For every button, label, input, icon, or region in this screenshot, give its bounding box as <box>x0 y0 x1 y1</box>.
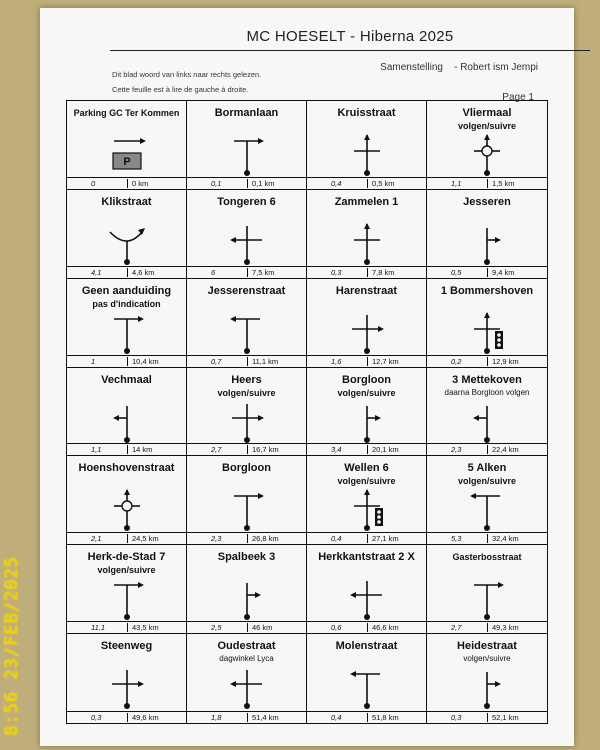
distance-footer <box>67 621 186 633</box>
cell-direction-name: Klikstraat <box>101 195 152 208</box>
total-distance: 1,5 km <box>487 179 515 188</box>
cell-direction-sub: volgen/suivre <box>457 476 517 487</box>
instruction-cell <box>307 368 427 457</box>
partial-distance: 0,5 <box>451 267 462 277</box>
cell-direction-name: Oudestraat <box>217 640 276 653</box>
partial-distance: 2,5 <box>211 623 222 633</box>
t-left-icon <box>342 666 392 710</box>
parking-icon <box>102 133 152 177</box>
title-box <box>110 20 590 51</box>
distance-footer <box>427 266 547 278</box>
total-distance: 51,4 km <box>247 713 279 722</box>
distance-footer <box>187 621 306 633</box>
partial-distance: 0,4 <box>331 712 342 722</box>
cell-direction-name: 3 Mettekoven <box>452 373 522 386</box>
t-right-icon <box>462 577 512 621</box>
distance-footer <box>427 443 547 455</box>
cell-direction-sub: volgen/suivre <box>217 387 276 398</box>
total-distance: 0,5 km <box>367 179 395 188</box>
cell-direction-name: Jesseren <box>463 195 511 208</box>
cell-direction-sub: volgen/suivre <box>337 387 396 398</box>
cell-direction-name: Geen aanduiding <box>81 284 172 297</box>
total-distance: 52,1 km <box>487 713 519 722</box>
distance-footer <box>187 532 306 544</box>
total-distance: 14 km <box>127 445 152 454</box>
partial-distance: 0,3 <box>91 712 102 722</box>
cell-direction-name: Vliermaal <box>462 107 512 119</box>
partial-distance: 3,4 <box>331 445 342 455</box>
t-right-icon <box>222 133 272 177</box>
total-distance: 20,1 km <box>367 445 399 454</box>
t-right-icon <box>222 488 272 532</box>
instruction-cell <box>427 279 547 368</box>
partial-distance: 1,1 <box>451 178 462 188</box>
partial-distance: 1,8 <box>211 712 222 722</box>
total-distance: 7,5 km <box>247 268 275 277</box>
distance-footer <box>67 355 186 367</box>
instruction-cell <box>307 279 427 368</box>
cross-left-icon <box>222 222 272 266</box>
distance-footer <box>67 266 186 278</box>
instruction-cell <box>427 456 547 545</box>
page-number: Page 1 <box>502 92 534 103</box>
partial-distance: 2,3 <box>211 534 222 544</box>
total-distance: 0,1 km <box>247 179 275 188</box>
t-right-icon <box>102 311 152 355</box>
cell-direction-name: Parking GC Ter Kommen <box>73 108 180 118</box>
distance-footer <box>187 355 306 367</box>
distance-footer <box>187 177 306 189</box>
instruction-cell <box>307 456 427 545</box>
partial-distance: 2,3 <box>451 445 462 455</box>
instruction-cell <box>67 368 187 457</box>
instruction-cell <box>187 190 307 279</box>
instruction-cell <box>307 634 427 723</box>
cell-direction-name: Kruisstraat <box>337 107 396 119</box>
total-distance: 22,4 km <box>487 445 519 454</box>
date-stamp: 8:56 23/FEB/2025 <box>2 556 22 736</box>
cell-direction-name: 5 Alken <box>467 462 507 475</box>
partial-distance: 2,1 <box>91 534 102 544</box>
cell-direction-name: Steenweg <box>100 640 153 653</box>
distance-footer <box>427 711 547 723</box>
distance-footer <box>307 443 426 455</box>
light-up-icon <box>342 488 392 532</box>
cross-right-icon <box>222 400 272 444</box>
instruction-cell <box>67 456 187 545</box>
cell-direction-sub: volgen/suivre <box>463 654 511 664</box>
instruction-cell <box>427 190 547 279</box>
t-left-icon <box>462 488 512 532</box>
partial-distance: 0,3 <box>451 712 462 722</box>
partial-distance: 5,3 <box>451 534 462 544</box>
distance-footer <box>427 621 547 633</box>
cross-left-icon <box>342 577 392 621</box>
total-distance: 10,4 km <box>127 357 159 366</box>
cell-direction-name: Molenstraat <box>335 640 398 653</box>
cell-direction-name: Jesserenstraat <box>207 284 286 297</box>
roundabout-up-icon <box>102 488 152 532</box>
cell-direction-name: Harenstraat <box>335 284 398 297</box>
total-distance: 16,7 km <box>247 445 279 454</box>
cell-direction-sub: volgen/suivre <box>337 476 396 487</box>
total-distance: 0 km <box>127 179 148 188</box>
instruction-cell <box>187 456 307 545</box>
roundabout-up-icon <box>462 133 512 177</box>
distance-footer <box>307 532 426 544</box>
cell-direction-name: Hoenshovenstraat <box>78 462 175 475</box>
cell-direction-sub: pas d'indication <box>92 298 161 309</box>
instruction-cell <box>67 190 187 279</box>
total-distance: 12,7 km <box>367 357 399 366</box>
cell-direction-sub: volgen/suivre <box>457 121 517 131</box>
partial-distance: 0,4 <box>331 534 342 544</box>
reading-note-nl: Dit blad woord van links naar rechts gelezen. <box>112 70 262 79</box>
distance-footer <box>67 443 186 455</box>
cross-right-icon <box>102 666 152 710</box>
distance-footer <box>427 177 547 189</box>
total-distance: 4,6 km <box>127 268 155 277</box>
instruction-cell <box>427 634 547 723</box>
cell-direction-sub: daarna Borgloon volgen <box>444 387 530 397</box>
cell-direction-name: Borgloon <box>222 462 271 475</box>
total-distance: 43,5 km <box>127 623 159 632</box>
distance-footer <box>427 532 547 544</box>
cell-direction-name: 1 Bommershoven <box>440 284 534 297</box>
partial-distance: 11,1 <box>91 623 106 633</box>
distance-footer <box>307 711 426 723</box>
total-distance: 9,4 km <box>487 268 515 277</box>
partial-distance: 1,1 <box>91 445 102 455</box>
cell-direction-name: Borgloon <box>342 373 391 386</box>
cell-direction-name: Herk-de-Stad 7 <box>87 551 166 564</box>
cell-direction-sub: volgen/suivre <box>97 565 156 576</box>
partial-distance: 6 <box>211 267 216 277</box>
instruction-cell <box>187 279 307 368</box>
total-distance: 26,8 km <box>247 534 279 543</box>
partial-distance: 0,7 <box>211 356 222 366</box>
roadbook-grid <box>66 100 548 724</box>
cell-direction-name: Herkkantstraat 2 X <box>318 551 415 564</box>
cell-direction-name: Heidestraat <box>457 640 517 653</box>
svg-text:P: P <box>122 156 131 168</box>
cross-up-icon <box>342 133 392 177</box>
cross-right-icon <box>342 311 392 355</box>
side-right-icon <box>342 400 392 444</box>
partial-distance: 2,7 <box>211 445 222 455</box>
cross-up-icon <box>342 222 392 266</box>
instruction-cell <box>307 545 427 634</box>
side-right-icon <box>462 222 512 266</box>
composer-name: - Robert ism Jempi <box>454 62 538 73</box>
partial-distance: 0,6 <box>331 623 342 633</box>
partial-distance: 0 <box>91 178 96 188</box>
total-distance: 49,6 km <box>127 713 159 722</box>
distance-footer <box>307 355 426 367</box>
side-left-icon <box>462 400 512 444</box>
partial-distance: 2,7 <box>451 623 462 633</box>
total-distance: 27,1 km <box>367 534 399 543</box>
total-distance: 51,8 km <box>367 713 399 722</box>
total-distance: 12,9 km <box>487 357 519 366</box>
t-left-icon <box>222 311 272 355</box>
total-distance: 11,1 km <box>247 357 278 366</box>
total-distance: 49,3 km <box>487 623 519 632</box>
light-up-icon <box>462 311 512 355</box>
distance-footer <box>307 266 426 278</box>
total-distance: 32,4 km <box>487 534 519 543</box>
instruction-cell <box>427 368 547 457</box>
composer-line <box>380 62 538 73</box>
partial-distance: 0,2 <box>451 356 462 366</box>
distance-footer <box>187 443 306 455</box>
distance-footer <box>427 355 547 367</box>
partial-distance: 0,3 <box>331 267 342 277</box>
cross-left-icon <box>222 666 272 710</box>
total-distance: 46 km <box>247 623 272 632</box>
distance-footer <box>307 621 426 633</box>
partial-distance: 1,6 <box>331 356 342 366</box>
distance-footer <box>67 532 186 544</box>
total-distance: 46,6 km <box>367 623 399 632</box>
cell-direction-name: Bormanlaan <box>214 107 279 119</box>
cell-direction-sub: dagwinkel Lyca <box>219 654 274 664</box>
instruction-cell <box>427 545 547 634</box>
instruction-cell <box>187 101 307 190</box>
reading-note-fr: Cette feuille est à lire de gauche à droite. <box>112 85 249 94</box>
curve-right-icon <box>102 222 152 266</box>
instruction-cell <box>187 368 307 457</box>
side-right-icon <box>462 666 512 710</box>
page-title: MC HOESELT - Hiberna 2025 <box>246 28 454 45</box>
instruction-cell <box>67 545 187 634</box>
partial-distance: 4,1 <box>91 267 102 277</box>
t-right-icon <box>102 577 152 621</box>
cell-direction-name: Gasterbosstraat <box>452 552 522 563</box>
instruction-cell <box>187 634 307 723</box>
instruction-cell <box>67 634 187 723</box>
instruction-cell <box>187 545 307 634</box>
distance-footer <box>67 711 186 723</box>
cell-direction-name: Vechmaal <box>101 373 152 386</box>
instruction-cell <box>427 101 547 190</box>
instruction-cell <box>67 101 187 190</box>
partial-distance: 0,4 <box>331 178 342 188</box>
instruction-cell <box>307 190 427 279</box>
cell-direction-name: Wellen 6 <box>344 462 389 475</box>
side-left-icon <box>102 400 152 444</box>
side-right-icon <box>222 577 272 621</box>
distance-footer <box>187 266 306 278</box>
composer-label: Samenstelling <box>380 62 443 73</box>
distance-footer <box>187 711 306 723</box>
instruction-cell <box>67 279 187 368</box>
cell-direction-name: Spalbeek 3 <box>217 551 276 564</box>
cell-direction-name: Zammelen 1 <box>334 195 399 208</box>
instruction-cell <box>307 101 427 190</box>
cell-direction-name: Heers <box>231 373 262 386</box>
partial-distance: 1 <box>91 356 96 366</box>
total-distance: 24,5 km <box>127 534 159 543</box>
distance-footer <box>307 177 426 189</box>
partial-distance: 0,1 <box>211 178 222 188</box>
cell-direction-name: Tongeren 6 <box>217 195 276 208</box>
distance-footer <box>67 177 186 189</box>
total-distance: 7,8 km <box>367 268 395 277</box>
